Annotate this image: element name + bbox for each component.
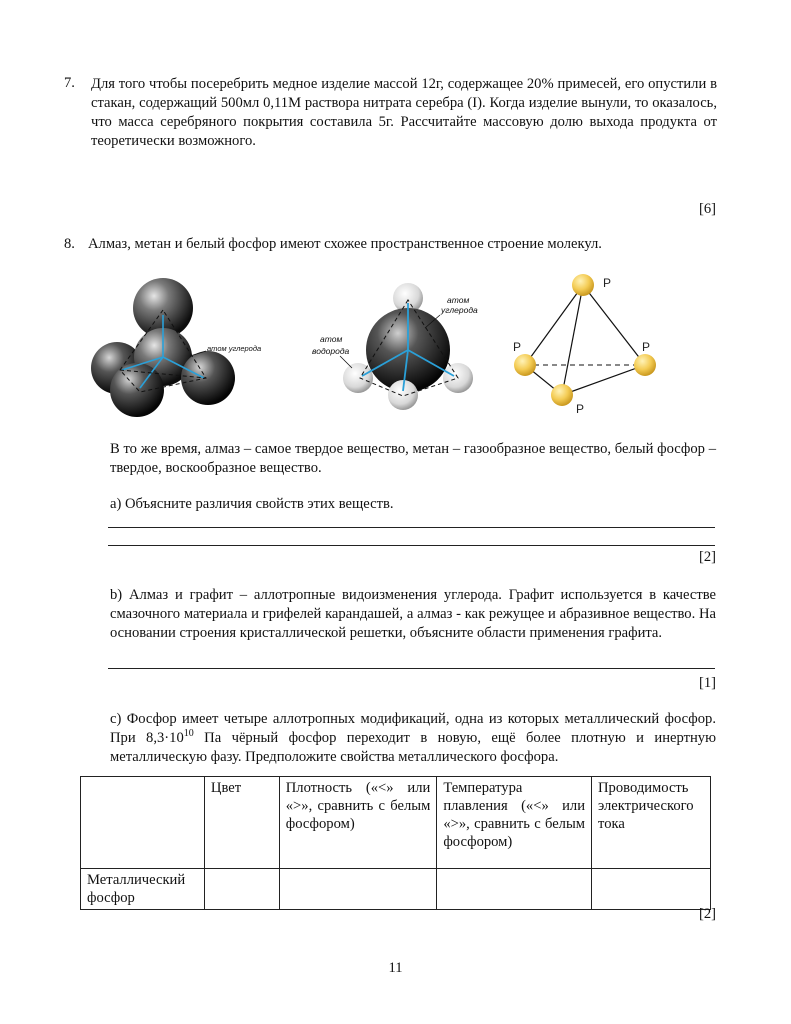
metallic-phosphorus-table <box>80 776 711 910</box>
part-b-text: b) Алмаз и графит – аллотропные видоизменения углерода. Графит используется в качестве смазочного материала и грифелей карандашей, а алмаз - как режущее и абразивное вещество. На основании строения кристаллической решетки, объясните области применения графита. <box>110 587 716 641</box>
methane-carbon-label-line1: атом <box>447 295 470 305</box>
phosphorus-atom-bottom <box>551 384 573 406</box>
table-cell-melting-point[interactable] <box>437 869 592 910</box>
hydrogen-atom-left <box>343 363 373 393</box>
methane-hydrogen-label-line1: атом <box>320 334 343 344</box>
part-c-text <box>110 710 716 767</box>
carbon-atom-right <box>181 351 235 405</box>
table-header-conductivity: Проводимость электрического тока <box>592 777 711 869</box>
question-7-text: Для того чтобы посеребрить медное изделие массой 12г, содержащее 20% примесей, его опустили в стакан, содержащий 500мл 0,11М раствора нитрата серебра (I). Когда изделие вынули, то оказалось, что масса серебряного покрытия составила 5г. Рассчитайте массовую долю выхода продукта от теоретически возможного. <box>91 76 717 149</box>
table-header-empty <box>81 777 205 869</box>
phosphorus-structure-figure <box>505 265 665 420</box>
part-b-mark: [1] <box>698 675 716 691</box>
phosphorus-atom-right <box>634 354 656 376</box>
diamond-structure-figure <box>90 270 270 420</box>
part-a-text: а) Объясните различия свойств этих веществ. <box>110 496 394 512</box>
methane-hydrogen-label-line2: водорода <box>312 346 350 356</box>
part-a-mark: [2] <box>698 549 716 565</box>
part-c-text-after: Па чёрный фосфор переходит в новую, ещё более плотную и инертную металлическую фазу. Предположите свойства металлического фосфора. <box>110 730 716 765</box>
phosphorus-label-left: P <box>513 340 522 354</box>
part-a-answer-line-2[interactable] <box>108 545 715 546</box>
diamond-carbon-label: атом углерода <box>207 344 262 353</box>
table-row-label: Металлический фосфор <box>81 869 205 910</box>
question-8-context: В то же время, алмаз – самое твердое вещество, метан – газообразное вещество, белый фосфор – твердое, воскообразное вещество. <box>110 441 716 476</box>
part-c-mark: [2] <box>698 906 716 922</box>
table-header-melting-point: Температура плавления («<» или «>», сравнить с белым фосфором) <box>437 777 592 869</box>
table-row <box>81 869 711 910</box>
table-header-row <box>81 777 711 869</box>
question-7-number: 7. <box>64 75 75 91</box>
question-7-mark: [6] <box>698 201 716 217</box>
table-header-density: Плотность («<» или «>», сравнить с белым фосфором) <box>279 777 437 869</box>
part-c-text-before: c) Фосфор имеет четыре аллотропных модификаций, одна из которых металлический фосфор. При 8,3·10 <box>110 711 716 746</box>
table-cell-color[interactable] <box>204 869 279 910</box>
part-a-answer-line-1[interactable] <box>108 527 715 528</box>
phosphorus-atom-top <box>572 274 594 296</box>
phosphorus-label-right: P <box>642 340 651 354</box>
page-number: 11 <box>388 960 403 976</box>
methane-structure-figure <box>310 270 490 420</box>
phosphorus-atom-left <box>514 354 536 376</box>
table-cell-conductivity[interactable] <box>592 869 711 910</box>
table-header-color: Цвет <box>204 777 279 869</box>
question-8-number: 8. <box>64 236 75 252</box>
phosphorus-label-top: P <box>603 276 612 290</box>
part-b-answer-line[interactable] <box>108 668 715 669</box>
methane-carbon-label-line2: углерода <box>441 305 478 315</box>
phosphorus-label-bottom: P <box>576 402 585 416</box>
question-8-intro: Алмаз, метан и белый фосфор имеют схожее пространственное строение молекул. <box>88 236 602 252</box>
table-cell-density[interactable] <box>279 869 437 910</box>
part-c-exponent: 10 <box>183 728 194 740</box>
